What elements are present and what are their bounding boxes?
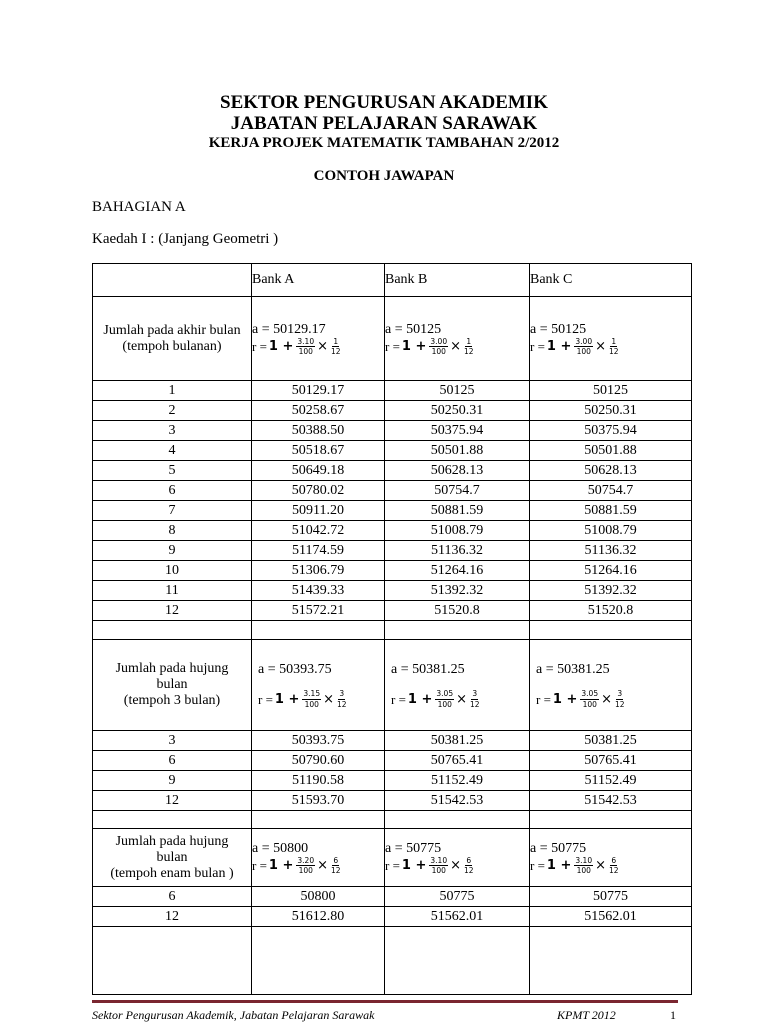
table-row — [93, 461, 692, 481]
formula-a: a = 50381.25 — [536, 662, 610, 677]
formula-cell-bank-a — [252, 640, 385, 731]
label-line: Jumlah pada hujung — [115, 833, 229, 849]
department-title: JABATAN PELAJARAN SARAWAK — [230, 113, 538, 134]
value-cell-bank-b: 51264.16 — [385, 561, 530, 581]
label-line: bulan — [156, 677, 188, 692]
table-row — [93, 771, 692, 791]
month-cell: 4 — [93, 441, 252, 461]
month-cell: 9 — [93, 771, 252, 791]
value-cell-bank-b: 50765.41 — [385, 751, 530, 771]
month-cell: 7 — [93, 501, 252, 521]
denominator: 12 — [609, 866, 619, 875]
numerator: 6 — [466, 855, 472, 865]
label-line: bulan — [156, 849, 188, 865]
value-cell-bank-a: 50780.02 — [252, 481, 385, 501]
fraction-period — [469, 690, 481, 708]
value-cell-bank-c: 51136.32 — [530, 541, 692, 561]
month-cell: 10 — [93, 561, 252, 581]
formula-r — [258, 690, 384, 708]
value-cell-bank-b: 51136.32 — [385, 541, 530, 561]
fraction-period — [463, 857, 475, 875]
denominator: 100 — [576, 866, 591, 875]
value-cell-bank-b: 50375.94 — [385, 421, 530, 441]
fraction-period — [463, 338, 475, 356]
r-prefix: r = — [391, 691, 406, 707]
month-cell: 6 — [93, 751, 252, 771]
table-row — [93, 401, 692, 421]
formula-a: a = 50393.75 — [258, 662, 332, 677]
table-row — [93, 501, 692, 521]
denominator: 12 — [470, 699, 480, 709]
value-cell-bank-a: 50258.67 — [252, 401, 385, 421]
page-number: 1 — [670, 1008, 676, 1022]
label-line: (tempoh enam bulan ) — [110, 865, 234, 881]
value-cell-bank-b: 51008.79 — [385, 521, 530, 541]
formula-cell-bank-b — [385, 297, 530, 381]
denominator: 100 — [576, 347, 591, 356]
value-cell-bank-b: 51562.01 — [385, 907, 530, 927]
r-one: 1 + — [401, 858, 427, 873]
r-prefix: r = — [385, 858, 400, 873]
r-prefix: r = — [530, 339, 545, 354]
formula-row-halfyear — [93, 829, 692, 887]
month-cell: 6 — [93, 481, 252, 501]
table-row — [93, 581, 692, 601]
value-cell-bank-b: 50881.59 — [385, 501, 530, 521]
r-prefix: r = — [252, 858, 267, 873]
numerator: 6 — [611, 855, 617, 865]
r-one: 1 + — [552, 691, 578, 707]
table-row — [93, 481, 692, 501]
formula-cell-bank-b — [385, 640, 530, 731]
empty-cell — [93, 927, 252, 995]
denominator: 100 — [298, 347, 313, 356]
value-cell-bank-c: 50381.25 — [530, 731, 692, 751]
value-cell-bank-c: 51392.32 — [530, 581, 692, 601]
table-row — [93, 541, 692, 561]
column-header-bank-c: Bank C — [530, 264, 692, 297]
value-cell-bank-a: 50388.50 — [252, 421, 385, 441]
value-cell-bank-c: 51542.53 — [530, 791, 692, 811]
value-cell-bank-a: 50649.18 — [252, 461, 385, 481]
empty-header-cell — [93, 264, 252, 297]
times-sign: × — [317, 858, 328, 873]
table-row — [93, 421, 692, 441]
table-row — [93, 521, 692, 541]
denominator: 100 — [437, 699, 452, 709]
value-cell-bank-b: 50775 — [385, 887, 530, 907]
r-one: 1 + — [268, 339, 294, 354]
value-cell-bank-c: 50250.31 — [530, 401, 692, 421]
formula-r — [530, 338, 691, 356]
fraction-rate — [574, 338, 593, 356]
value-cell-bank-b: 50381.25 — [385, 731, 530, 751]
month-cell: 11 — [93, 581, 252, 601]
denominator: 100 — [304, 699, 319, 709]
fraction-period — [330, 338, 342, 356]
fraction-rate — [580, 690, 599, 708]
empty-cell — [93, 621, 252, 640]
value-cell-bank-c: 50775 — [530, 887, 692, 907]
formula-r — [252, 338, 384, 356]
r-prefix: r = — [536, 691, 551, 707]
empty-cell — [252, 811, 385, 829]
numerator: 3.00 — [430, 336, 448, 346]
value-cell-bank-c: 50754.7 — [530, 481, 692, 501]
r-one: 1 + — [268, 858, 294, 873]
value-cell-bank-c: 50628.13 — [530, 461, 692, 481]
numerator: 1 — [611, 336, 617, 346]
denominator: 12 — [464, 866, 474, 875]
empty-cell — [385, 811, 530, 829]
value-cell-bank-b: 51392.32 — [385, 581, 530, 601]
formula-cell-bank-c — [530, 829, 692, 887]
denominator: 12 — [331, 866, 341, 875]
value-cell-bank-b: 51542.53 — [385, 791, 530, 811]
times-sign: × — [450, 339, 461, 354]
method-heading: Kaedah I : (Janjang Geometri ) — [92, 231, 279, 247]
r-prefix: r = — [252, 339, 267, 354]
fraction-rate — [302, 690, 321, 708]
row-label-monthly — [93, 297, 252, 381]
value-cell-bank-c: 50881.59 — [530, 501, 692, 521]
value-cell-bank-c: 51520.8 — [530, 601, 692, 621]
month-cell: 3 — [93, 731, 252, 751]
value-cell-bank-a: 50800 — [252, 887, 385, 907]
month-cell: 9 — [93, 541, 252, 561]
fraction-period — [614, 690, 626, 708]
footer-code: KPMT 2012 — [557, 1008, 616, 1022]
column-header-bank-b: Bank B — [385, 264, 530, 297]
r-one: 1 + — [407, 691, 433, 707]
formula-a: a = 50775 — [385, 840, 442, 856]
fraction-period — [336, 690, 348, 708]
formula-cell-bank-b — [385, 829, 530, 887]
value-cell-bank-b: 50125 — [385, 381, 530, 401]
value-cell-bank-c: 51152.49 — [530, 771, 692, 791]
value-cell-bank-a: 51572.21 — [252, 601, 385, 621]
value-cell-bank-a: 50393.75 — [252, 731, 385, 751]
month-cell: 12 — [93, 907, 252, 927]
month-cell: 12 — [93, 791, 252, 811]
label-line: (tempoh 3 bulan) — [123, 693, 221, 708]
r-prefix: r = — [258, 691, 273, 707]
fraction-rate — [296, 338, 315, 356]
times-sign: × — [317, 339, 328, 354]
formula-r — [385, 857, 529, 875]
month-cell: 12 — [93, 601, 252, 621]
times-sign: × — [450, 858, 461, 873]
footer-organization: Sektor Pengurusan Akademik, Jabatan Pelajaran Sarawak — [92, 1008, 375, 1022]
value-cell-bank-b: 51520.8 — [385, 601, 530, 621]
value-cell-bank-b: 50754.7 — [385, 481, 530, 501]
results-table — [92, 263, 692, 995]
month-cell: 5 — [93, 461, 252, 481]
answer-heading: CONTOH JAWAPAN — [313, 168, 455, 184]
fraction-period — [608, 857, 620, 875]
value-cell-bank-a: 50129.17 — [252, 381, 385, 401]
empty-cell — [530, 811, 692, 829]
formula-a: a = 50125 — [385, 321, 442, 337]
denominator: 100 — [582, 699, 597, 709]
numerator: 3.00 — [575, 336, 593, 346]
numerator: 1 — [333, 336, 339, 346]
formula-r — [536, 690, 691, 708]
numerator: 3.05 — [581, 689, 599, 698]
value-cell-bank-b: 51152.49 — [385, 771, 530, 791]
table-row — [93, 907, 692, 927]
fraction-rate — [574, 857, 593, 875]
value-cell-bank-c: 51008.79 — [530, 521, 692, 541]
times-sign: × — [595, 858, 606, 873]
empty-cell — [530, 927, 692, 995]
formula-a: a = 50775 — [530, 840, 587, 856]
denominator: 12 — [615, 699, 625, 709]
spacer-row — [93, 811, 692, 829]
empty-cell — [252, 927, 385, 995]
label-line: Jumlah pada akhir bulan — [103, 322, 241, 338]
fraction-rate — [435, 690, 454, 708]
fraction-rate — [429, 338, 448, 356]
denominator: 100 — [431, 866, 446, 875]
times-sign: × — [595, 339, 606, 354]
formula-cell-bank-c — [530, 297, 692, 381]
numerator: 6 — [333, 855, 339, 865]
value-cell-bank-a: 51190.58 — [252, 771, 385, 791]
numerator: 3.10 — [297, 336, 315, 346]
formula-r — [530, 857, 691, 875]
month-cell: 1 — [93, 381, 252, 401]
empty-cell — [385, 927, 530, 995]
formula-a: a = 50381.25 — [391, 662, 465, 677]
value-cell-bank-a: 51306.79 — [252, 561, 385, 581]
value-cell-bank-c: 50765.41 — [530, 751, 692, 771]
formula-row-quarterly — [93, 640, 692, 731]
numerator: 3 — [617, 689, 623, 698]
value-cell-bank-a: 51612.80 — [252, 907, 385, 927]
numerator: 1 — [466, 336, 472, 346]
r-one: 1 + — [546, 858, 572, 873]
empty-cell — [385, 621, 530, 640]
numerator: 3.10 — [575, 855, 593, 865]
spacer-row — [93, 621, 692, 640]
value-cell-bank-a: 51042.72 — [252, 521, 385, 541]
r-prefix: r = — [530, 858, 545, 873]
document-title: SEKTOR PENGURUSAN AKADEMIK — [220, 92, 548, 113]
denominator: 12 — [337, 699, 347, 709]
r-one: 1 + — [274, 691, 300, 707]
r-one: 1 + — [401, 339, 427, 354]
numerator: 3 — [472, 689, 478, 698]
value-cell-bank-a: 51174.59 — [252, 541, 385, 561]
times-sign: × — [456, 691, 467, 707]
value-cell-bank-a: 50911.20 — [252, 501, 385, 521]
table-row — [93, 791, 692, 811]
header-row — [93, 264, 692, 297]
empty-cell — [93, 811, 252, 829]
table-row — [93, 381, 692, 401]
numerator: 3 — [339, 689, 345, 698]
month-cell: 3 — [93, 421, 252, 441]
denominator: 100 — [298, 866, 313, 875]
section-heading: BAHAGIAN A — [92, 199, 186, 215]
month-cell: 6 — [93, 887, 252, 907]
month-cell: 8 — [93, 521, 252, 541]
fraction-period — [608, 338, 620, 356]
table-row — [93, 441, 692, 461]
table-row — [93, 601, 692, 621]
value-cell-bank-a: 50518.67 — [252, 441, 385, 461]
blank-row — [93, 927, 692, 995]
table-row — [93, 561, 692, 581]
empty-cell — [530, 621, 692, 640]
formula-r — [391, 690, 529, 708]
value-cell-bank-a: 50790.60 — [252, 751, 385, 771]
formula-r — [385, 338, 529, 356]
fraction-period — [330, 857, 342, 875]
empty-cell — [252, 621, 385, 640]
denominator: 12 — [464, 347, 474, 356]
numerator: 3.10 — [430, 855, 448, 865]
project-title: KERJA PROJEK MATEMATIK TAMBAHAN 2/2012 — [208, 135, 560, 151]
numerator: 3.15 — [303, 689, 321, 698]
formula-cell-bank-c — [530, 640, 692, 731]
label-line: (tempoh bulanan) — [122, 338, 222, 354]
value-cell-bank-c: 50501.88 — [530, 441, 692, 461]
row-label-halfyear — [93, 829, 252, 887]
r-one: 1 + — [546, 339, 572, 354]
formula-row-monthly — [93, 297, 692, 381]
value-cell-bank-b: 50501.88 — [385, 441, 530, 461]
column-header-bank-a: Bank A — [252, 264, 385, 297]
value-cell-bank-c: 50375.94 — [530, 421, 692, 441]
formula-a: a = 50800 — [252, 840, 309, 856]
value-cell-bank-c: 50125 — [530, 381, 692, 401]
fraction-rate — [296, 857, 315, 875]
value-cell-bank-a: 51439.33 — [252, 581, 385, 601]
table-row — [93, 731, 692, 751]
denominator: 100 — [431, 347, 446, 356]
value-cell-bank-c: 51562.01 — [530, 907, 692, 927]
value-cell-bank-a: 51593.70 — [252, 791, 385, 811]
times-sign: × — [323, 691, 334, 707]
times-sign: × — [601, 691, 612, 707]
formula-cell-bank-a — [252, 829, 385, 887]
formula-cell-bank-a — [252, 297, 385, 381]
value-cell-bank-c: 51264.16 — [530, 561, 692, 581]
footer-divider — [92, 1000, 678, 1003]
label-line: Jumlah pada hujung — [115, 661, 229, 676]
formula-a: a = 50129.17 — [252, 321, 326, 337]
table-row — [93, 887, 692, 907]
fraction-rate — [429, 857, 448, 875]
formula-a: a = 50125 — [530, 321, 587, 337]
value-cell-bank-b: 50628.13 — [385, 461, 530, 481]
table-row — [93, 751, 692, 771]
r-prefix: r = — [385, 339, 400, 354]
numerator: 3.20 — [297, 855, 315, 865]
denominator: 12 — [331, 347, 341, 356]
value-cell-bank-b: 50250.31 — [385, 401, 530, 421]
denominator: 12 — [609, 347, 619, 356]
row-label-quarterly — [93, 640, 252, 731]
formula-r — [252, 857, 384, 875]
month-cell: 2 — [93, 401, 252, 421]
numerator: 3.05 — [436, 689, 454, 698]
